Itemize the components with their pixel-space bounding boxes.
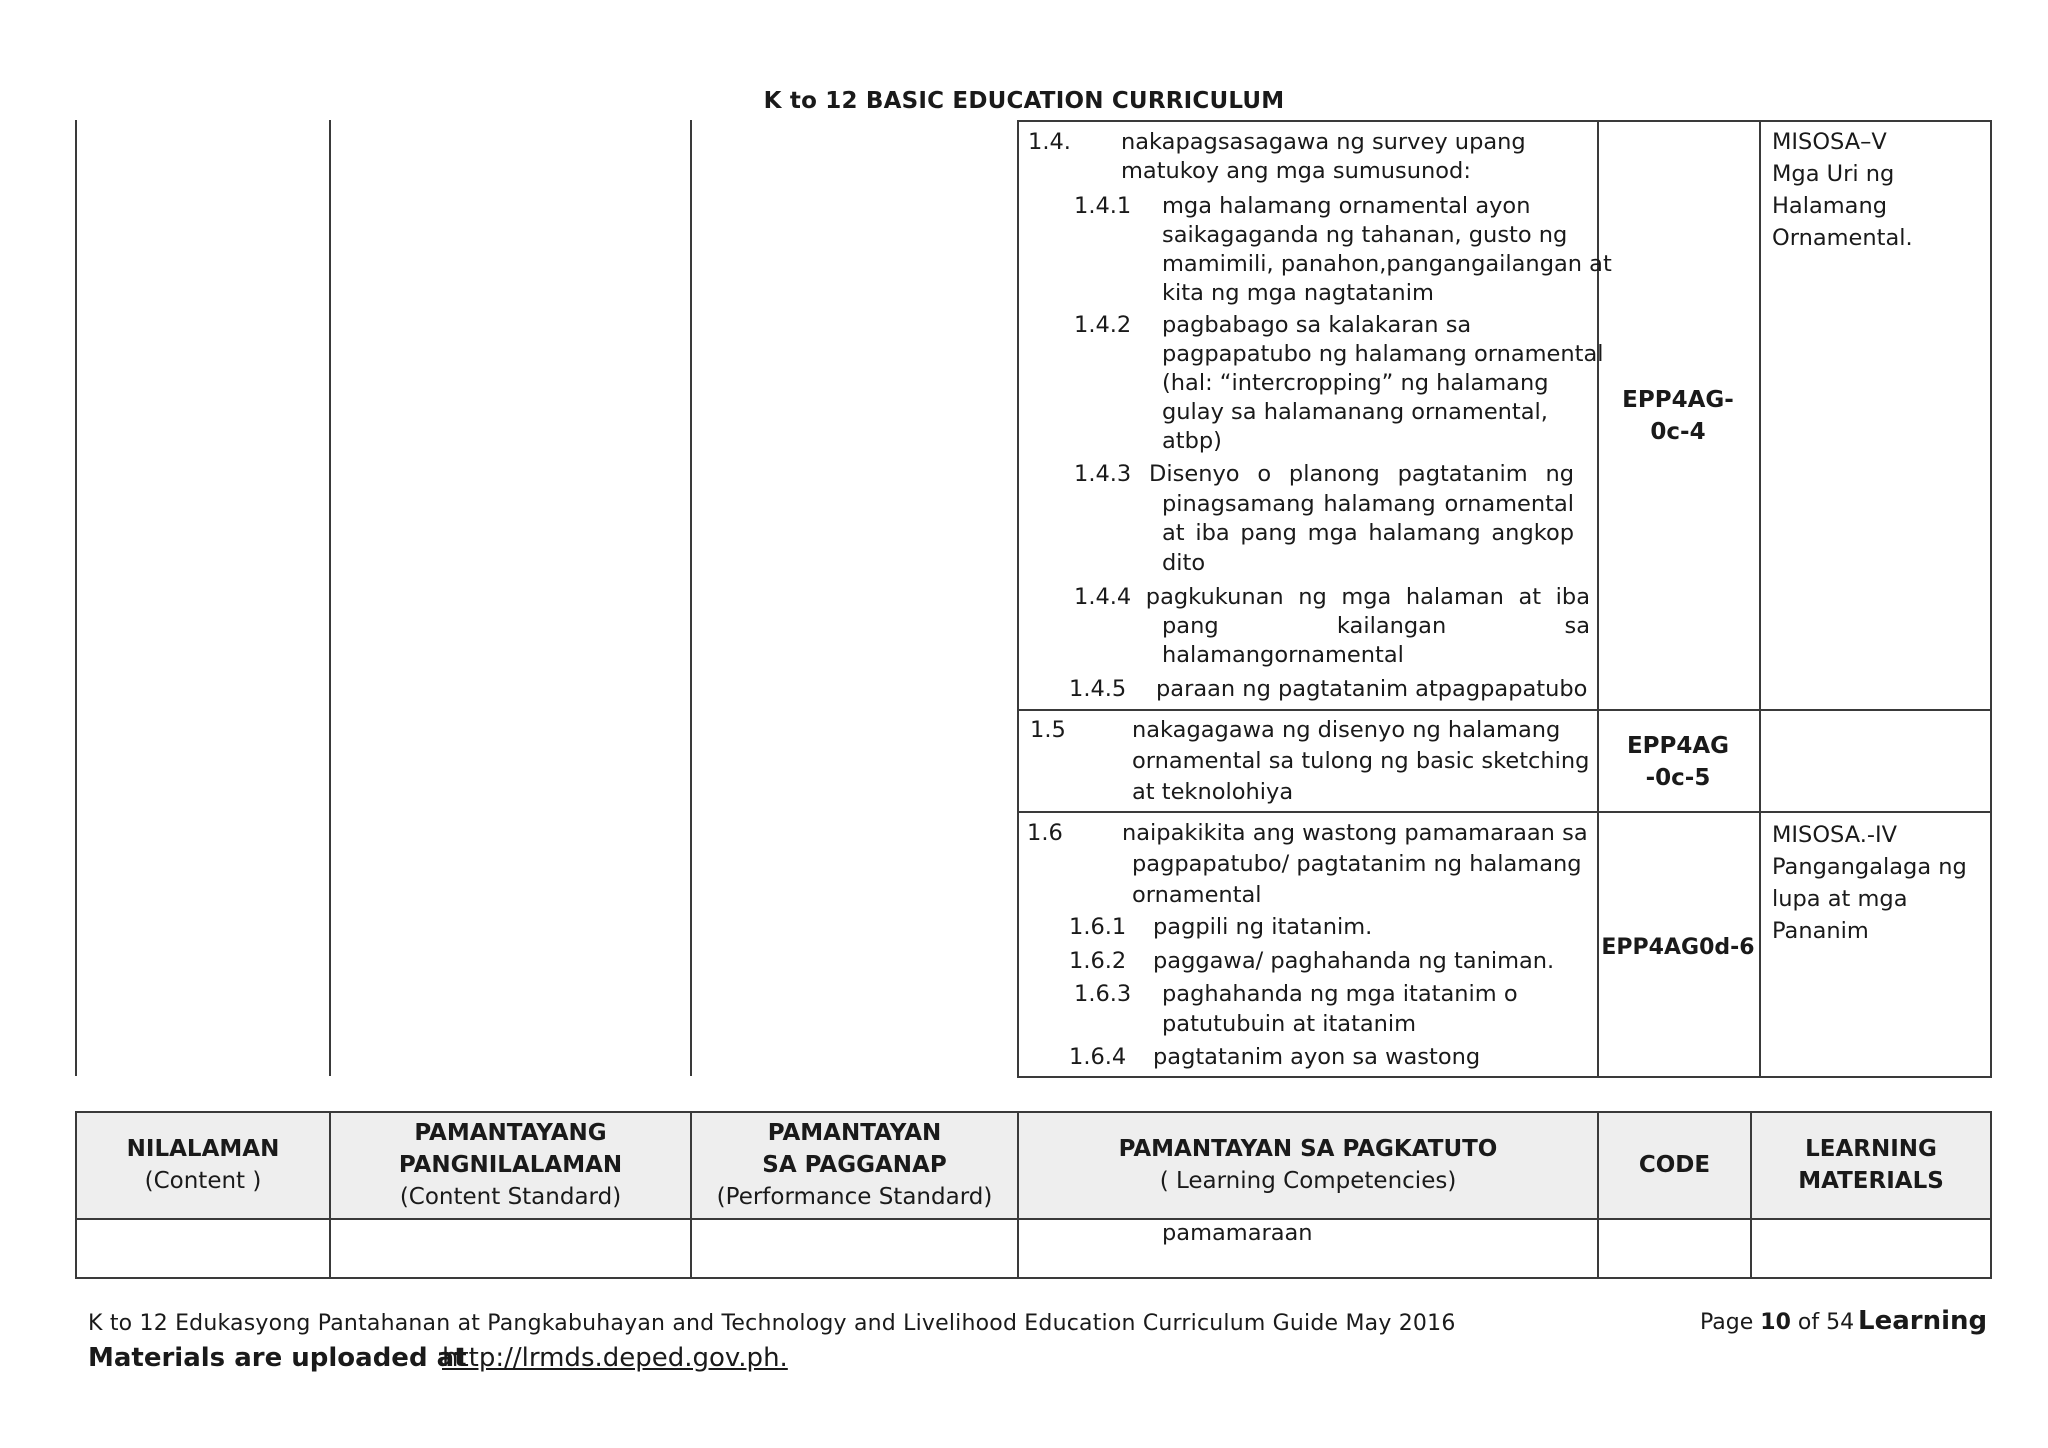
code-text: 0c-4 bbox=[1650, 419, 1706, 445]
competency-text: matukoy ang mga sumusunod: bbox=[1121, 158, 1471, 184]
sub-competency-text: 1.4.4 pagkukunan ng mga halaman at iba bbox=[1074, 584, 1590, 610]
sub-competency-text: pagpili ng itatanim. bbox=[1153, 914, 1373, 940]
col-border-7 bbox=[1990, 1111, 1992, 1279]
code-cell bbox=[1599, 932, 1757, 964]
sub-competency-text: pinagsamang halamang ornamental bbox=[1162, 491, 1574, 517]
learning-materials-cell bbox=[1772, 126, 1913, 254]
header-learning-materials bbox=[1752, 1112, 1990, 1218]
lrmds-link[interactable]: http://lrmds.deped.gov.ph. bbox=[442, 1343, 788, 1373]
col-border-1 bbox=[75, 120, 77, 1076]
code-cell bbox=[1599, 384, 1757, 448]
header-performance-standard bbox=[692, 1112, 1017, 1218]
col-border-7 bbox=[1990, 120, 1992, 1077]
header-label: PAMANTAYANG bbox=[414, 1120, 607, 1146]
page-indicator bbox=[1700, 1310, 1854, 1335]
code-text: EPP4AG bbox=[1626, 733, 1730, 759]
sub-competency-number: 1.4.5 bbox=[1069, 676, 1127, 702]
col-border-2 bbox=[329, 120, 331, 1076]
sub-competency-text: halamangornamental bbox=[1162, 642, 1404, 668]
sub-competency-number: 1.4.2 bbox=[1074, 312, 1132, 338]
material-text: MISOSA–V bbox=[1772, 129, 1887, 155]
sub-competency-text: paggawa/ paghahanda ng taniman. bbox=[1153, 948, 1555, 974]
header-label: PAMANTAYAN SA PAGKATUTO bbox=[1118, 1136, 1498, 1162]
material-text: Pangangalaga ng bbox=[1772, 854, 1967, 880]
competency-text: nakagagawa ng disenyo ng halamang bbox=[1132, 717, 1561, 743]
sub-competency-number: 1.6.3 bbox=[1074, 981, 1132, 1007]
sub-competency-text: pagbabago sa kalakaran sa bbox=[1162, 312, 1472, 338]
footer-materials-note: Materials are uploaded at bbox=[88, 1343, 467, 1373]
col-border-3 bbox=[690, 120, 692, 1076]
sub-competency-text: dito bbox=[1162, 550, 1206, 576]
sub-competency-text: atbp) bbox=[1162, 428, 1222, 454]
sub-competency-number: 1.6.4 bbox=[1069, 1044, 1127, 1070]
sub-competency-text: 1.4.3 Disenyo o planong pagtatanim ng bbox=[1074, 461, 1574, 487]
header-label: CODE bbox=[1638, 1152, 1711, 1178]
header-content-standard bbox=[331, 1112, 690, 1218]
header-sublabel: (Content Standard) bbox=[399, 1184, 622, 1210]
sub-competency-number: 1.6.1 bbox=[1069, 914, 1127, 940]
header-sublabel: (Performance Standard) bbox=[716, 1184, 993, 1210]
sub-competency-text: paghahanda ng mga itatanim o bbox=[1162, 981, 1518, 1007]
competency-text: nakapagsasagawa ng survey upang bbox=[1121, 129, 1526, 155]
row-border-top bbox=[1017, 120, 1992, 122]
material-text: MISOSA.-IV bbox=[1772, 822, 1898, 848]
code-text: -0c-5 bbox=[1645, 765, 1711, 791]
footer-learning: Learning bbox=[1858, 1306, 1988, 1336]
sub-competency-text: pagtatanim ayon sa wastong bbox=[1153, 1044, 1481, 1070]
row-border-1 bbox=[75, 1218, 1992, 1220]
header-label: MATERIALS bbox=[1798, 1168, 1944, 1194]
col-border-4 bbox=[1017, 120, 1019, 1077]
material-text: lupa at mga bbox=[1772, 886, 1908, 912]
page-number: 10 bbox=[1760, 1310, 1791, 1335]
header-learning-competencies bbox=[1019, 1112, 1597, 1218]
code-text: EPP4AG0d-6 bbox=[1601, 935, 1755, 960]
header-content bbox=[77, 1112, 329, 1218]
page-suffix: of 54 bbox=[1790, 1310, 1855, 1335]
header-label: PAMANTAYAN bbox=[767, 1120, 942, 1146]
competency-text: pamamaraan bbox=[1162, 1220, 1313, 1246]
sub-competency-text: pagpapatubo ng halamang ornamental bbox=[1162, 341, 1604, 367]
footer-guide-title: K to 12 Edukasyong Pantahanan at Pangkabuhayan and Technology and Livelihood Education Curriculum Guide May 2016 bbox=[88, 1311, 1456, 1336]
header-code bbox=[1599, 1112, 1750, 1218]
competency-number: 1.6 bbox=[1027, 820, 1063, 846]
header-label: NILALAMAN bbox=[126, 1136, 280, 1162]
code-text: EPP4AG- bbox=[1622, 387, 1734, 413]
sub-competency-text: mga halamang ornamental ayon bbox=[1162, 193, 1531, 219]
sub-competency-text: kita ng mga nagtatanim bbox=[1162, 280, 1434, 306]
competency-text: ornamental sa tulong ng basic sketching bbox=[1132, 748, 1590, 774]
sub-competency-text: pang kailangan sa bbox=[1162, 613, 1590, 639]
row-border-bottom bbox=[1017, 1076, 1992, 1078]
learning-materials-cell bbox=[1772, 819, 1967, 947]
sub-competency-text: paraan ng pagtatanim atpagpapatubo bbox=[1156, 676, 1588, 702]
competency-text: at teknolohiya bbox=[1132, 779, 1294, 805]
header-label: SA PAGGANAP bbox=[762, 1152, 947, 1178]
sub-competency-number: 1.6.2 bbox=[1069, 948, 1127, 974]
document-title: K to 12 BASIC EDUCATION CURRICULUM bbox=[763, 88, 1285, 114]
sub-competency-number: 1.4.1 bbox=[1074, 193, 1132, 219]
competency-text: pagpapatubo/ pagtatanim ng halamang bbox=[1132, 851, 1582, 877]
sub-competency-text: patutubuin at itatanim bbox=[1162, 1011, 1417, 1037]
header-sublabel: ( Learning Competencies) bbox=[1159, 1168, 1457, 1194]
sub-competency-text: gulay sa halamanang ornamental, bbox=[1162, 399, 1548, 425]
material-text: Pananim bbox=[1772, 918, 1869, 944]
competency-text: naipakikita ang wastong pamamaraan sa bbox=[1122, 820, 1588, 846]
competency-number: 1.4. bbox=[1028, 129, 1071, 155]
page-prefix: Page bbox=[1700, 1310, 1761, 1335]
code-cell bbox=[1599, 730, 1757, 794]
material-text: Halamang bbox=[1772, 193, 1887, 219]
header-label: PANGNILALAMAN bbox=[398, 1152, 623, 1178]
sub-competency-text: mamimili, panahon,pangangailangan at bbox=[1162, 251, 1612, 277]
competency-text: ornamental bbox=[1132, 882, 1262, 908]
sub-competency-text: saikagaganda ng tahanan, gusto ng bbox=[1162, 222, 1568, 248]
row-border-bottom bbox=[75, 1277, 1992, 1279]
row-border-1 bbox=[1017, 709, 1992, 711]
sub-competency-text: at iba pang mga halamang angkop bbox=[1162, 520, 1574, 546]
sub-competency-text: (hal: “intercropping” ng halamang bbox=[1162, 370, 1549, 396]
header-label: LEARNING bbox=[1805, 1136, 1937, 1162]
header-sublabel: (Content ) bbox=[144, 1168, 262, 1194]
competency-number: 1.5 bbox=[1030, 717, 1066, 743]
material-text: Mga Uri ng bbox=[1772, 161, 1895, 187]
row-border-2 bbox=[1017, 811, 1992, 813]
material-text: Ornamental. bbox=[1772, 225, 1913, 251]
col-border-6 bbox=[1759, 120, 1761, 1077]
